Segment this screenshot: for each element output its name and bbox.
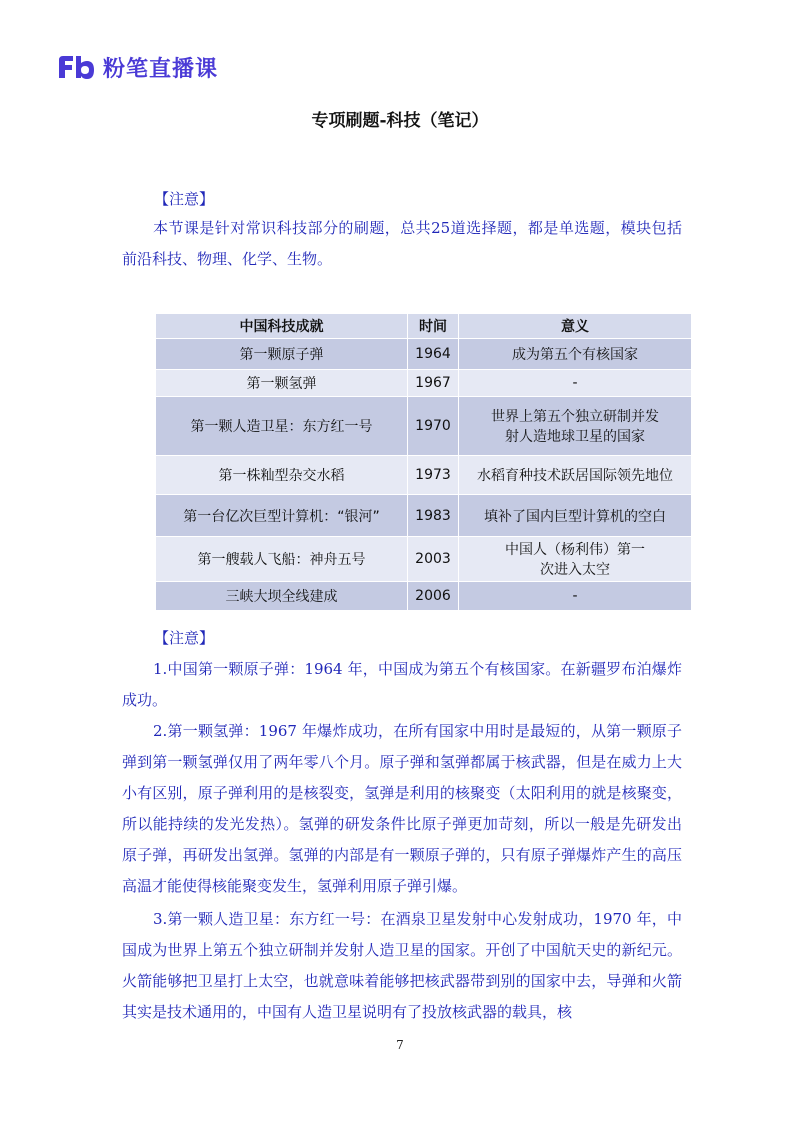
cell-year: 1973 [408,456,459,495]
table-row [156,537,692,582]
table-row [156,370,692,397]
table-row [156,495,692,537]
cell-meaning: 中国人（杨利伟）第一次进入太空 [459,537,692,582]
cell-meaning: 成为第五个有核国家 [459,339,692,370]
header-year: 时间 [408,314,459,339]
note-paragraph-3: 2.第一颗氢弹：1967 年爆炸成功，在所有国家中用时是最短的，从第一颗原子弹到第一颗氢弹仅用了两年零八个月。原子弹和氢弹都属于核武器，但是在威力上大小有区别，原子弹利用的是核裂变，氢弹是利用的核聚变（太阳利用的就是核聚变，所以能持续的发光发热）。氢弹的研发条件比原子弹更加苛刻，所以一般是先研发出原子弹，再研发出氢弹。氢弹的内部是有一颗原子弹的，只有原子弹爆炸产生的高压高温才能使得核能聚变发生，氢弹利用原子弹引爆。 [122,722,682,895]
table-row [156,339,692,370]
cell-meaning: 水稻育种技术跃居国际领先地位 [459,456,692,495]
cell-achievement: 第一颗人造卫星：东方红一号 [156,397,408,456]
brand-logo [57,52,218,82]
note-paragraph-2: 1.中国第一颗原子弹：1964 年，中国成为第五个有核国家。在新疆罗布泊爆炸成功。 [122,660,682,709]
note-heading-1: 【注意】 [154,190,215,208]
header-meaning: 意义 [459,314,692,339]
brand-name: 粉笔直播课 [103,56,219,82]
cell-meaning: - [459,370,692,397]
table-row [156,456,692,495]
fenbi-logo-icon [57,54,95,80]
note-heading-2: 【注意】 [154,629,215,647]
cell-achievement: 第一艘载人飞船：神舟五号 [156,537,408,582]
cell-year: 1983 [408,495,459,537]
achievements-table [155,313,692,611]
cell-year: 1967 [408,370,459,397]
cell-year: 1970 [408,397,459,456]
table-row [156,582,692,611]
header-achievement: 中国科技成就 [156,314,408,339]
cell-achievement: 第一颗原子弹 [156,339,408,370]
table-header-row [156,314,692,339]
page-number: 7 [396,1038,404,1052]
cell-achievement: 第一颗氢弹 [156,370,408,397]
cell-meaning: - [459,582,692,611]
cell-achievement: 第一台亿次巨型计算机：“银河” [156,495,408,537]
page-title: 专项刷题-科技（笔记） [311,111,489,131]
cell-year: 2006 [408,582,459,611]
note-paragraph-1: 本节课是针对常识科技部分的刷题，总共25道选择题，都是单选题，模块包括前沿科技、物理、化学、生物。 [122,219,682,268]
note-paragraph-4: 3.第一颗人造卫星：东方红一号：在酒泉卫星发射中心发射成功，1970 年，中国成为世界上第五个独立研制并发射人造卫星的国家。开创了中国航天史的新纪元。火箭能够把卫星打上太空，也就意味着能够把核武器带到别的国家中去，导弹和火箭其实是技术通用的，中国有人造卫星说明有了投放核武器的载具，核 [122,910,682,1021]
cell-achievement: 三峡大坝全线建成 [156,582,408,611]
cell-year: 1964 [408,339,459,370]
cell-year: 2003 [408,537,459,582]
cell-meaning: 世界上第五个独立研制并发射人造地球卫星的国家 [459,397,692,456]
cell-meaning: 填补了国内巨型计算机的空白 [459,495,692,537]
table-row [156,397,692,456]
cell-achievement: 第一株籼型杂交水稻 [156,456,408,495]
